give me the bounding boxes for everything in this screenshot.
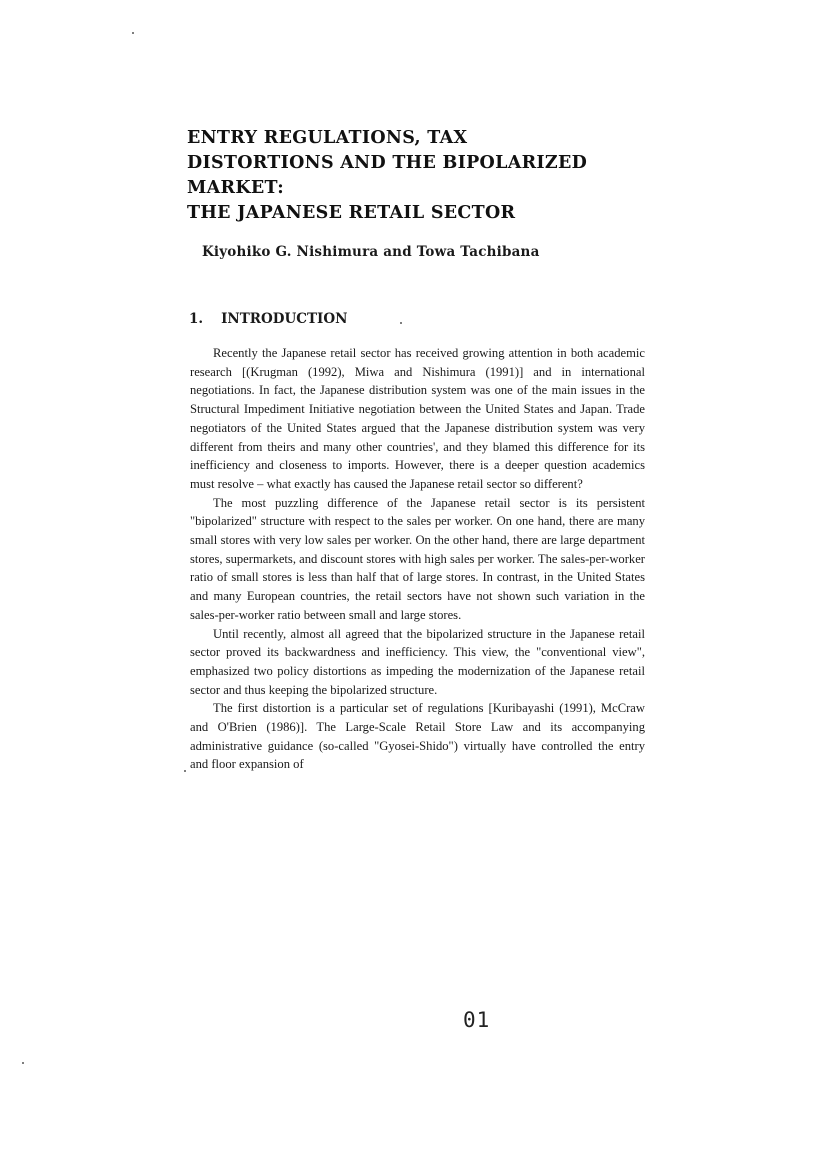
section-number: 1. bbox=[189, 311, 204, 327]
scan-speck bbox=[132, 32, 134, 34]
title-line: THE JAPANESE RETAIL SECTOR bbox=[187, 203, 516, 223]
title-line: DISTORTIONS AND THE BIPOLARIZED bbox=[187, 153, 588, 173]
scan-speck bbox=[184, 770, 186, 772]
body-text bbox=[190, 344, 645, 774]
paragraph: Recently the Japanese retail sector has received growing attention in both academic research [(Krugman (1992), Miwa and Nishimura (1991)] and in international negotiations. In fact, the Japanese distribution system was one of the main issues in the Structural Impediment Initiative negotiation between the United States and Japan. Trade negotiators of the United States argued that the Japanese distribution system was very different from theirs and many other countries', and they blamed this difference for its inefficiency and closeness to imports. However, there is a deeper question academics must resolve – what exactly has caused the Japanese retail sector so different? bbox=[190, 346, 645, 491]
paragraph: The most puzzling difference of the Japanese retail sector is its persistent "bipolarized" structure with respect to the sales per worker. On one hand, there are many small stores with very low sales per worker. On the other hand, there are large department stores, supermarkets, and discount stores with high sales per worker. The sales-per-worker ratio of small stores is less than half that of large stores. In contrast, in the United States and many European countries, the retail sectors have not shown such variation in the sales-per-worker ratio between small and large stores. bbox=[190, 495, 645, 622]
paragraph: The first distortion is a particular set of regulations [Kuribayashi (1991), McCraw and O'Brien (1986)]. The Large-Scale Retail Store Law and its accompanying administrative guidance (so-called "Gyosei-Shido") virtually have controlled the entry and floor expansion of bbox=[190, 701, 645, 772]
title-line: ENTRY REGULATIONS, TAX bbox=[187, 128, 468, 148]
scan-speck bbox=[22, 1062, 24, 1064]
section-heading bbox=[189, 311, 347, 327]
page-number: 01 bbox=[463, 1008, 491, 1032]
author-line: Kiyohiko G. Nishimura and Towa Tachibana bbox=[202, 244, 540, 260]
section-title: INTRODUCTION bbox=[221, 311, 348, 327]
paper-title bbox=[187, 126, 647, 226]
paragraph: Until recently, almost all agreed that the bipolarized structure in the Japanese retail sector proved its backwardness and inefficiency. This view, the "conventional view", emphasized two policy distortions as impeding the modernization of the Japanese retail sector and thus keeping the bipolarized structure. bbox=[190, 626, 645, 697]
scan-speck bbox=[400, 322, 402, 324]
title-line: MARKET: bbox=[187, 178, 284, 198]
